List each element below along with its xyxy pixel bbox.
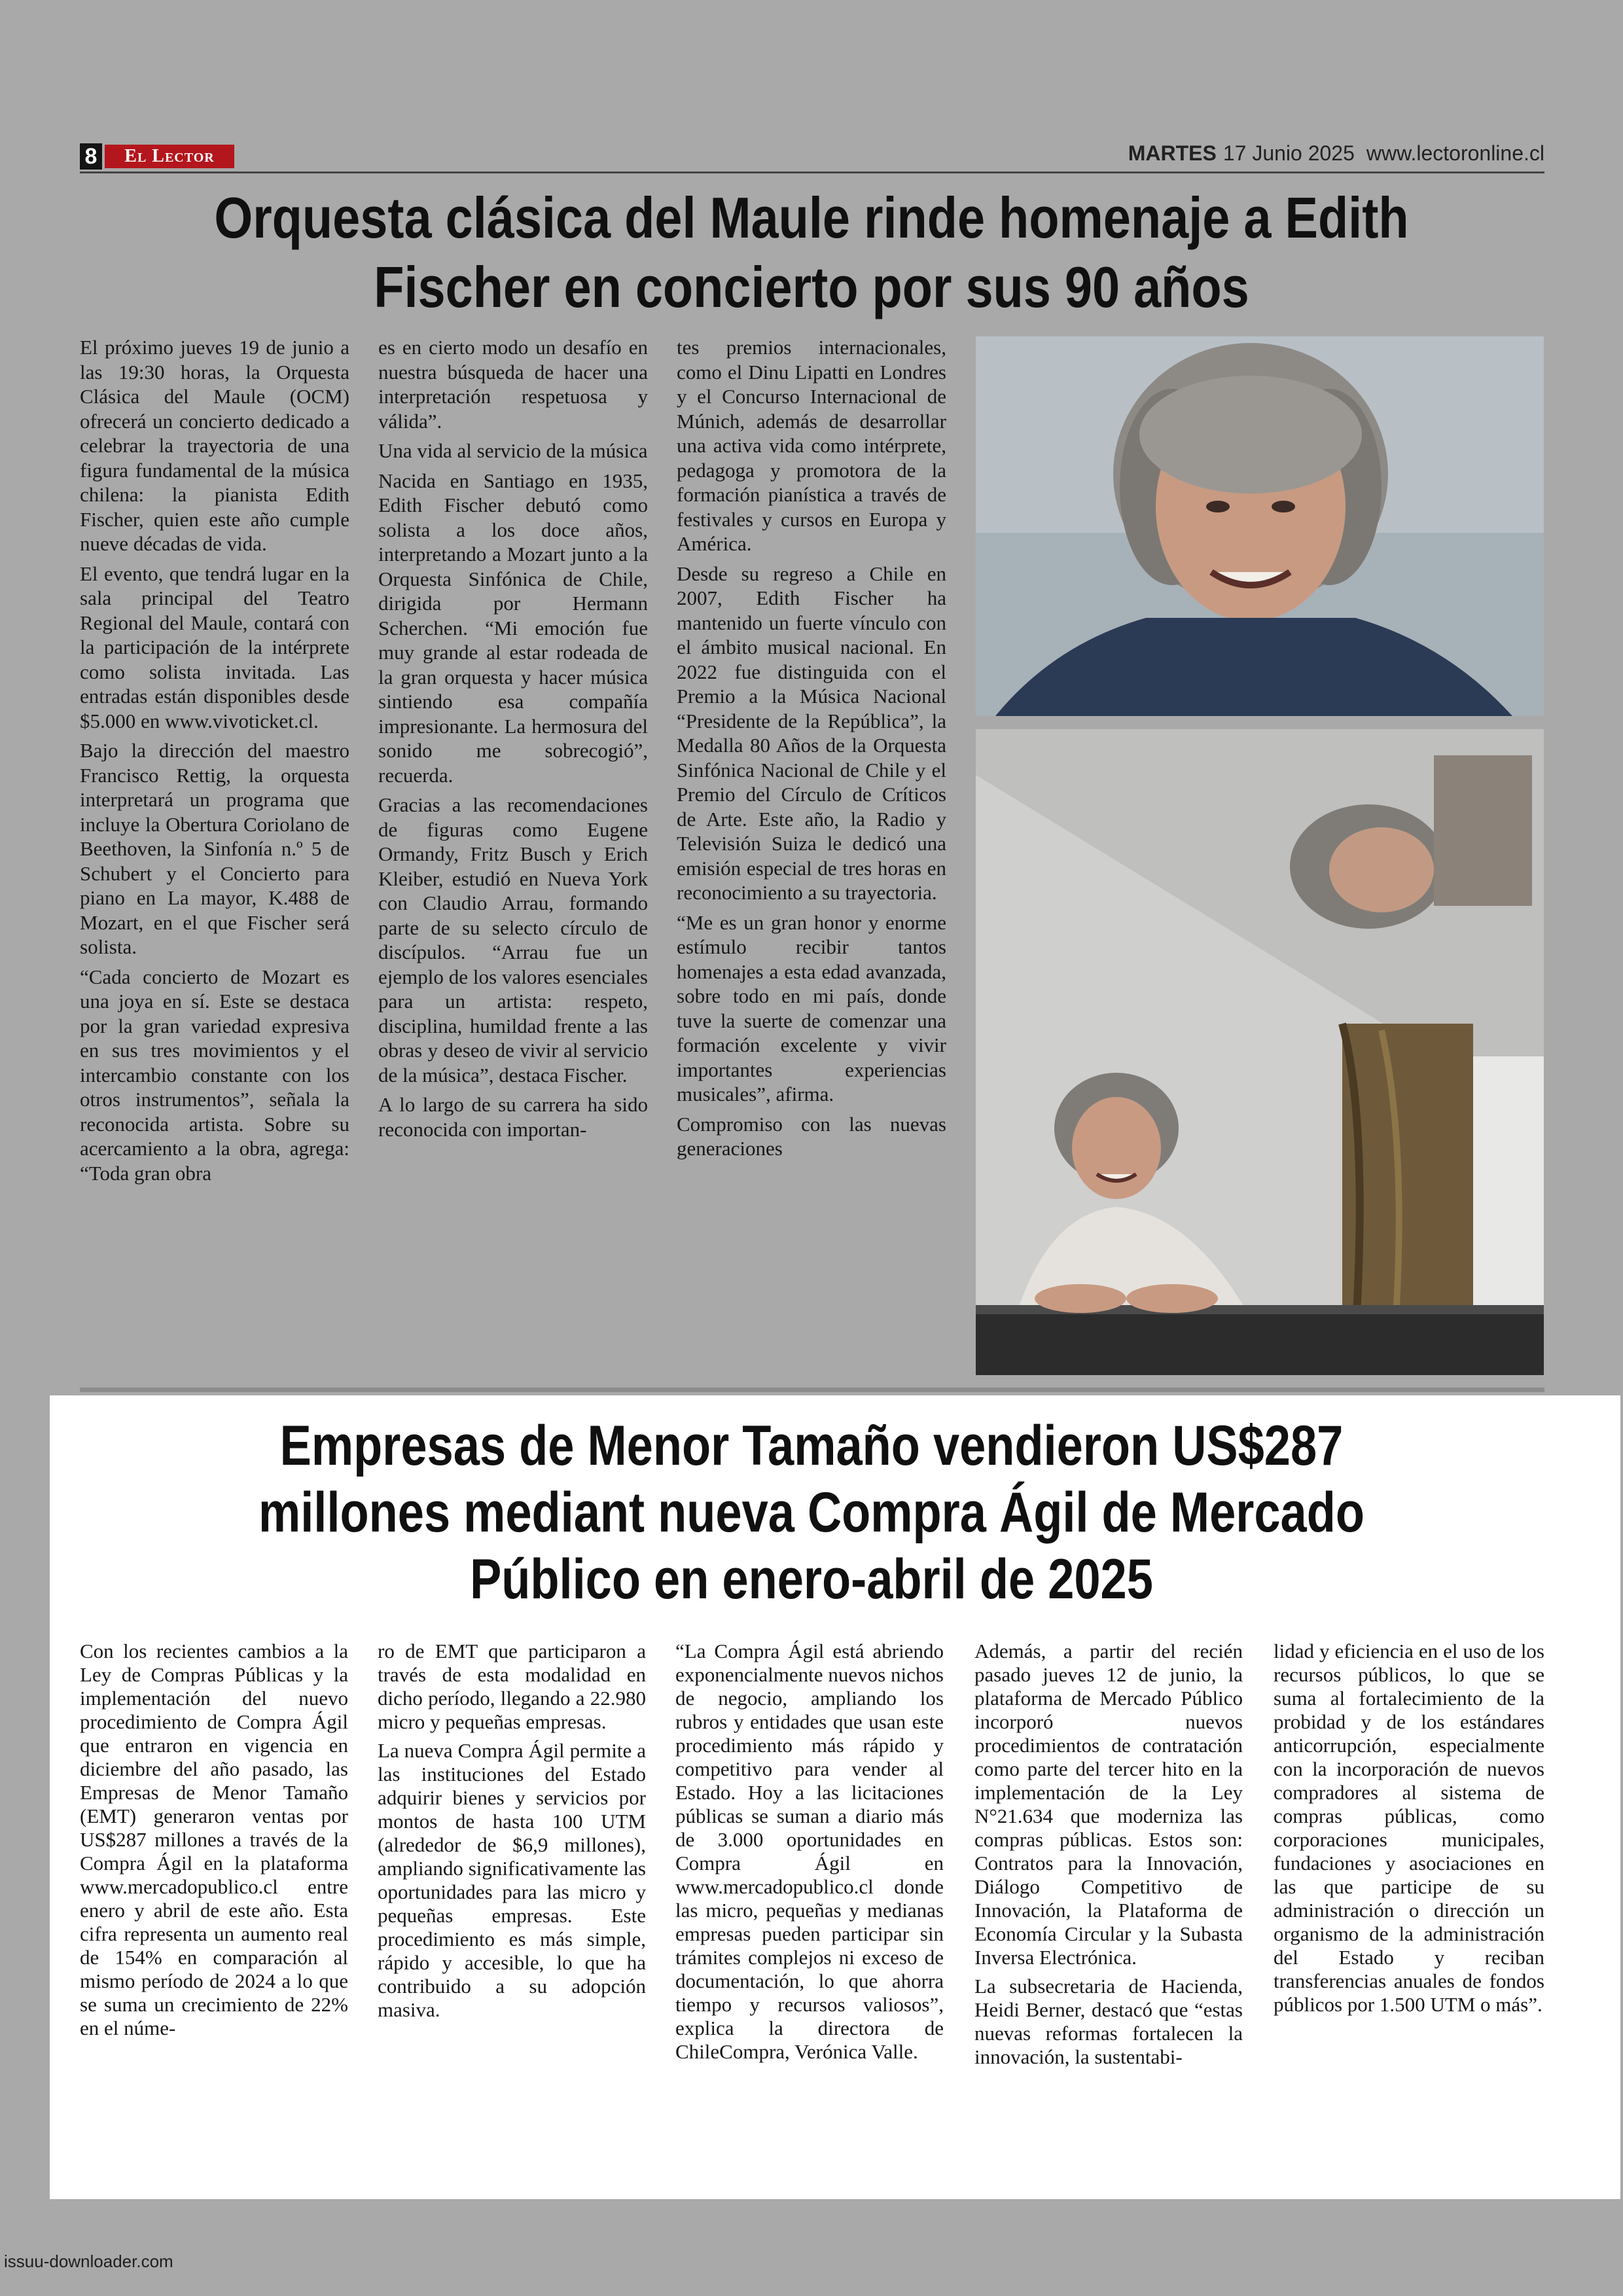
header-day: MARTES (1128, 141, 1217, 165)
article2-column-5 (1274, 1640, 1544, 2022)
watermark-text: issuu-downloader.com (4, 2251, 173, 2271)
paragraph: Bajo la dirección del maestro Francisco Rettig, la orquesta interpretará un programa que incluye la Obertura Coriolano de Beethoven, la Sinfonía n.º 5 de Schubert y el Concierto para piano en La mayor, K.488 de Mozart, en el que Fischer será solista. (80, 739, 349, 958)
paragraph: lidad y eficiencia en el uso de los recursos públicos, lo que se suma al fortalecimiento de la probidad y de los estándares anticorrupción, especialmente con la incorporación de nuevos compradores al sistema de compras públicas, como corporaciones municipales, fundaciones y asociaciones en las que participe de su administración o dirección un organismo de la administración del Estado y reciban transferencias anuales de fondos públicos por 1.500 UTM o más”. (1274, 1640, 1544, 2016)
paragraph: La subsecretaria de Hacienda, Heidi Berner, destacó que “estas nuevas reformas fortalecen la innovación, la sustentabi- (974, 1975, 1243, 2068)
header-url: www.lectoronline.cl (1366, 141, 1544, 165)
piano-photo (976, 729, 1544, 1375)
paragraph: “Me es un gran honor y enorme estímulo recibir tantos homenajes a esta edad avanzada, sobre todo en mi país, donde tuve la suerte de comenzar una formación excelente y vivir importantes experiencias musicales”, afirma. (677, 910, 946, 1105)
article2-column-1 (80, 1640, 348, 2045)
paragraph: Gracias a las recomendaciones de figuras como Eugene Ormandy, Fritz Busch y Erich Kleiber, estudió en Nueva York con Claudio Arrau, formando parte de su selecto círculo de discípulos. “Arrau fue un ejemplo de los valores esenciales para un artista: respeto, disciplina, humildad frente a las obras y deseo de vivir al servicio de la música”, destaca Fischer. (378, 793, 648, 1086)
paragraph: El evento, que tendrá lugar en la sala principal del Teatro Regional del Maule, contará con la participación de la intérprete como solista invitada. Las entradas están disponibles desde $5.000 en www.vivoticket.cl. (80, 562, 349, 732)
paragraph: ro de EMT que participaron a través de esta modalidad en dicho período, llegando a 22.980 micro y pequeñas empresas. (378, 1640, 646, 1733)
article1-column-2 (378, 335, 648, 1147)
paragraph: es en cierto modo un desafío en nuestra búsqueda de hacer una interpretación respetuosa y válida”. (378, 336, 648, 433)
paragraph: tes premios internacionales, como el Dinu Lipatti en Londres y el Concurso Internacional de Múnich, además de desarrollar una activa vida como intérprete, pedagoga y promotora de la formación pianística a través de festivales y cursos en Europa y América. (677, 336, 946, 555)
header-divider (80, 171, 1544, 173)
paragraph: El próximo jueves 19 de junio a las 19:30 horas, la Orquesta Clásica del Maule (OCM) ofrecerá un concierto dedicado a celebrar la trayectoria de una figura fundamental de la música chilena: la pianista Edith Fischer, quien este año cumple nueve décadas de vida. (80, 336, 349, 555)
article2-column-4 (974, 1640, 1243, 2074)
article2-headline: Empresas de Menor Tamaño vendieron US$287 millones mediant nueva Compra Ágil de Mercado Público en enero-abril de 2025 (258, 1414, 1364, 1611)
page-number: 8 (80, 143, 102, 170)
paragraph: Con los recientes cambios a la Ley de Compras Públicas y la implementación del nuevo procedimiento de Compra Ágil que entraron en vigencia en diciembre del año pasado, las Empresas de Menor Tamaño (EMT) generaron ventas por US$287 millones a través de la Compra Ágil en la plataforma www.mercadopublico.cl entre enero y abril de este año. Esta cifra representa un aumento real de 154% en comparación al mismo período de 2024 a lo que se suma un crecimiento de 22% en el núme- (80, 1640, 348, 2039)
article1-headline: Orquesta clásica del Maule rinde homenaje a Edith Fischer en concierto por sus 90 años (214, 185, 1409, 319)
paragraph: La nueva Compra Ágil permite a las instituciones del Estado adquirir bienes y servicios por montos de hasta 100 UTM (alrededor de $6,9 millones), ampliando significativamente las oportunidades para las micro y pequeñas empresas. Este procedimiento es más simple, rápido y accesible, lo que ha contribuido a su adopción masiva. (378, 1739, 646, 2021)
paragraph: “La Compra Ágil está abriendo exponencialmente nuevos nichos de negocio, ampliando los rubros y entidades que usan este procedimiento más rápido y competitivo para vender al Estado. Hoy a las licitaciones públicas se suman a diario más de 3.000 oportunidades en Compra Ágil en www.mercadopublico.cl donde las micro, pequeñas y medianas empresas pueden participar sin trámites complejos ni exceso de documentación, lo que ahorra tiempo y recursos valiosos”, explica la directora de ChileCompra, Verónica Valle. (675, 1640, 944, 2063)
paragraph: A lo largo de su carrera ha sido reconocida con importan- (378, 1093, 648, 1141)
portrait-illustration (976, 336, 1544, 716)
header-dateline (1128, 141, 1544, 166)
portrait-photo (976, 336, 1544, 716)
subheading: Compromiso con las nuevas generaciones (677, 1112, 946, 1160)
article2-column-3 (675, 1640, 944, 2069)
article-separator (80, 1388, 1544, 1392)
masthead-logo: El Lector (105, 145, 234, 168)
header-date: 17 Junio 2025 (1222, 141, 1355, 165)
article2-column-2 (378, 1640, 646, 2027)
paragraph: Nacida en Santiago en 1935, Edith Fischer debutó como solista a los doce años, interpretando a Mozart junto a la Orquesta Sinfónica de Chile, dirigida por Hermann Scherchen. “Mi emoción fue muy grande al estar rodeada de la gran orquesta y hacer música sintiendo esa compañía impresionante. La hermosura del sonido me sobrecogió”, recuerda. (378, 469, 648, 787)
paragraph: “Cada concierto de Mozart es una joya en sí. Este se destaca por la gran variedad expresiva en sus tres movimientos y el intercambio constante con los otros instrumentos”, señala la reconocida artista. Sobre su acercamiento a la obra, agrega: “Toda gran obra (80, 965, 349, 1185)
article1-column-1 (80, 335, 349, 1191)
paragraph: Además, a partir del recién pasado jueves 12 de junio, la plataforma de Mercado Público incorporó nuevos procedimientos de contratación como parte del tercer hito en la implementación de la Ley N°21.634 que moderniza las compras públicas. Estos son: Contratos para la Innovación, Diálogo Competitivo de Innovación, la Plataforma de Economía Circular y la Subasta Inversa Electrónica. (974, 1640, 1243, 1969)
piano-illustration (976, 729, 1544, 1375)
paragraph: Desde su regreso a Chile en 2007, Edith Fischer ha mantenido un fuerte vínculo con el ámbito musical nacional. En 2022 fue distinguida con el Premio a la Música Nacional “Presidente de la República”, la Medalla 80 Años de la Orquesta Sinfónica Nacional de Chile y el Premio del Círculo de Críticos de Arte. Este año, la Radio y Televisión Suiza le dedicó una emisión especial de tres horas en reconocimiento a su trayectoria. (677, 562, 946, 904)
subheading: Una vida al servicio de la música (378, 439, 648, 462)
article1-column-3 (677, 335, 946, 1166)
